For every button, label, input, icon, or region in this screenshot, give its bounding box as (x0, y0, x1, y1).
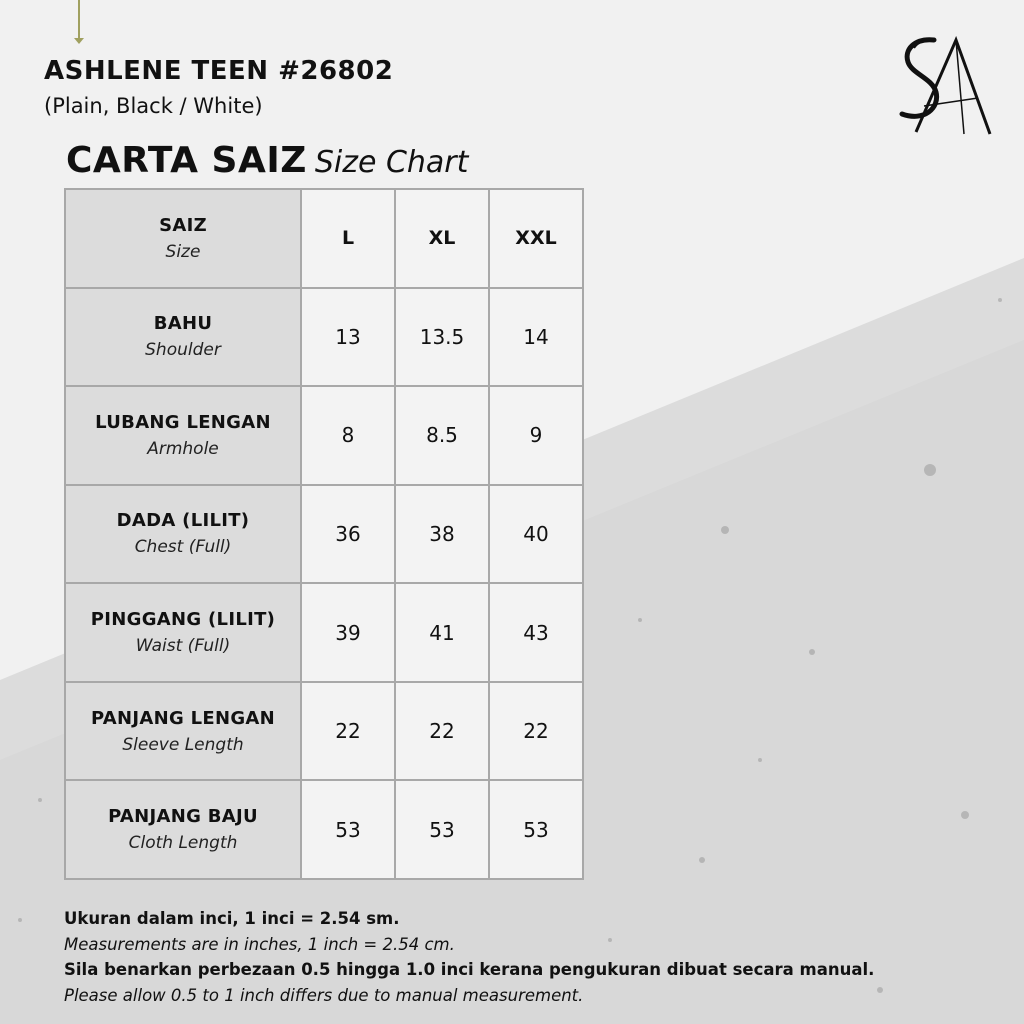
value-cell: 22 (489, 682, 583, 781)
value-cell: 13.5 (395, 288, 489, 387)
heading-main: CARTA SAIZ (66, 140, 307, 181)
row-label-cell (65, 583, 301, 682)
table-row-shoulder (65, 288, 583, 387)
note-tolerance-english: Please allow 0.5 to 1 inch differs due to manual measurement. (64, 985, 584, 1005)
value-cell: 9 (489, 386, 583, 485)
heading-sub: Size Chart (314, 145, 469, 180)
table-row-waist (65, 583, 583, 682)
value-cell: 53 (301, 780, 395, 879)
size-header-xxl: XXL (489, 189, 583, 288)
row-label-main: PINGGANG (LILIT) (90, 609, 276, 631)
value-cell: 53 (395, 780, 489, 879)
row-label-main: LUBANG LENGAN (95, 411, 271, 433)
size-chart-table (64, 188, 584, 880)
value-cell: 14 (489, 288, 583, 387)
hang-tag-line (78, 0, 80, 40)
size-header-xl: XL (395, 189, 489, 288)
measurement-notes (64, 906, 874, 1008)
row-label-main: PANJANG BAJU (108, 806, 258, 828)
row-label-cell (65, 386, 301, 485)
value-cell: 40 (489, 485, 583, 584)
value-cell: 39 (301, 583, 395, 682)
value-cell: 22 (301, 682, 395, 781)
value-cell: 53 (489, 780, 583, 879)
header-label-sub: Size (165, 241, 201, 262)
value-cell: 36 (301, 485, 395, 584)
row-label-sub: Armhole (147, 438, 219, 459)
product-variant: (Plain, Black / White) (44, 94, 263, 118)
row-label-main: DADA (LILIT) (116, 510, 250, 532)
row-label-sub: Cloth Length (128, 833, 238, 854)
brand-logo (894, 36, 994, 138)
row-label-main: BAHU (153, 313, 213, 335)
value-cell: 38 (395, 485, 489, 584)
hang-tag-arrow (74, 38, 84, 44)
row-label-cell (65, 682, 301, 781)
row-label-cell (65, 780, 301, 879)
row-label-sub: Shoulder (145, 340, 221, 361)
value-cell: 41 (395, 583, 489, 682)
row-label-cell (65, 288, 301, 387)
row-label-sub: Sleeve Length (122, 734, 244, 755)
note-unit-english: Measurements are in inches, 1 inch = 2.54 cm. (64, 934, 455, 954)
note-unit-malay: Ukuran dalam inci, 1 inci = 2.54 sm. (64, 909, 400, 928)
value-cell: 22 (395, 682, 489, 781)
table-header-row (65, 189, 583, 288)
table-row-armhole (65, 386, 583, 485)
size-header-l: L (301, 189, 395, 288)
value-cell: 8.5 (395, 386, 489, 485)
value-cell: 13 (301, 288, 395, 387)
row-label-cell (65, 485, 301, 584)
table-row-cloth-length (65, 780, 583, 879)
row-label-main: PANJANG LENGAN (90, 707, 276, 729)
table-row-sleeve-length (65, 682, 583, 781)
value-cell: 8 (301, 386, 395, 485)
header-label-cell (65, 189, 301, 288)
table-row-chest (65, 485, 583, 584)
header-label-main: SAIZ (159, 214, 207, 236)
chart-heading (66, 140, 468, 181)
row-label-sub: Chest (Full) (134, 537, 232, 558)
product-title: ASHLENE TEEN #26802 (44, 56, 394, 86)
row-label-sub: Waist (Full) (135, 636, 231, 657)
value-cell: 43 (489, 583, 583, 682)
note-tolerance-malay: Sila benarkan perbezaan 0.5 hingga 1.0 inci kerana pengukuran dibuat secara manual. (64, 960, 875, 979)
